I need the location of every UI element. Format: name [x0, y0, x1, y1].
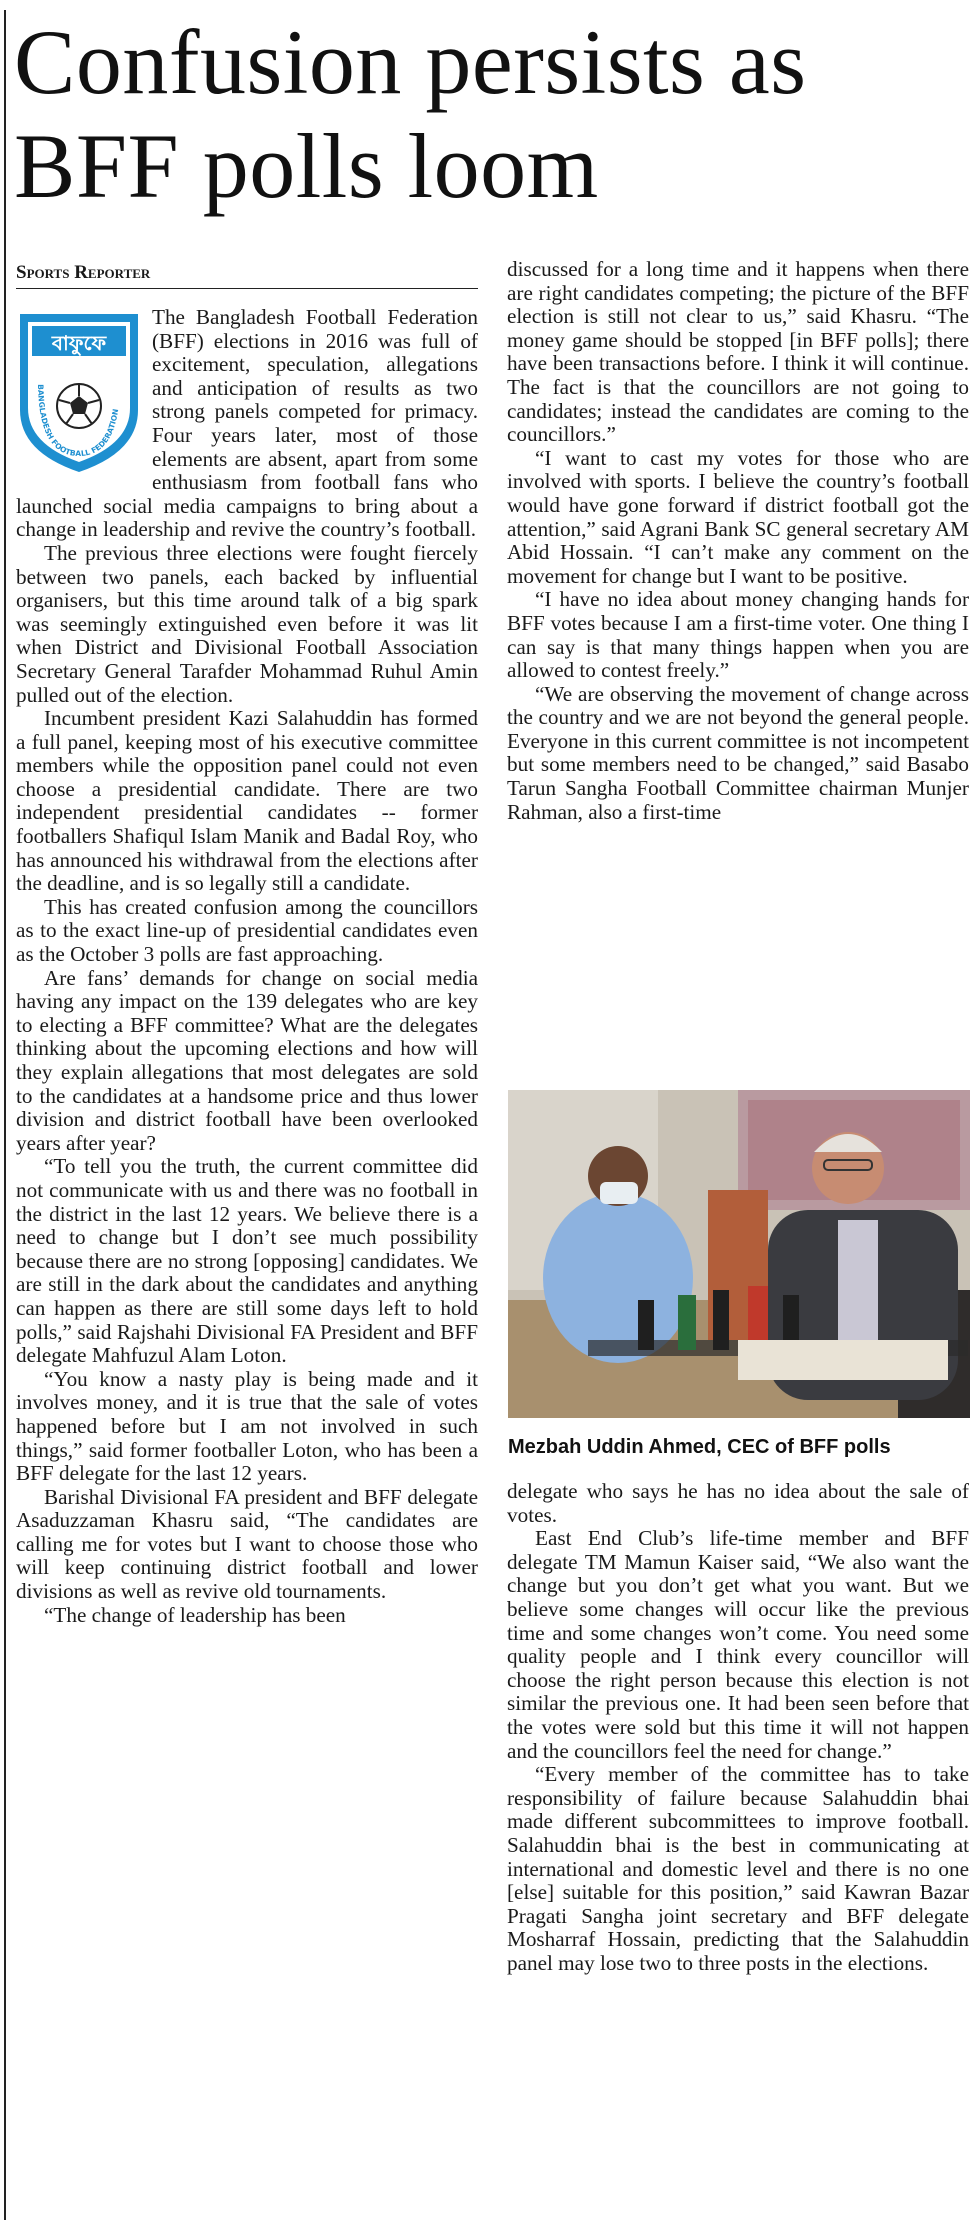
paragraph: Barishal Divisional FA president and BFF delegate Asaduzzaman Khasru said, “The candidates are calling me for votes but I want to choose those who will keep continuing district football and lower divisions as well as revive old tournaments.	[16, 1484, 478, 1604]
paragraph: “You know a nasty play is being made and it involves money, and it is true that the sale of votes happened before but I am not involved in such things,” said former footballer Loton, who has been a BFF delegate for the last 12 years.	[16, 1366, 478, 1486]
press-conference-photo	[508, 1090, 970, 1418]
paragraph: “I have no idea about money changing hands for BFF votes because I am a first-time voter. One thing I can say is that many things happen when you are allowed to contest freely.”	[507, 587, 969, 683]
paragraph: Incumbent president Kazi Salahuddin has formed a full panel, keeping most of his executive committee members while the opposition panel could not even choose a presidential candidate. There are two independent presidential candidates -- former footballers Shafiqul Islam Manik and Badal Roy, who has announced his withdrawal from the elections after the deadline, and is so legally still a candidate.	[16, 706, 478, 896]
article-column-1	[16, 306, 478, 2222]
logo-bengali-text: বাফুফে	[51, 331, 107, 355]
article-column-2-top	[507, 258, 969, 1064]
paragraph: East End Club’s life-time member and BFF delegate TM Mamun Kaiser said, “We also want the change but you don’t get what you want. But we believe some changes will occur like the previous time and some changes won’t come. You need some quality people and I think every councillor will choose the right person because this election is not similar the previous one. It had been seen before that the votes were sold but this time it will not happen and the councillors feel the need for change.”	[507, 1526, 969, 1763]
paragraph: “I want to cast my votes for those who are involved with sports. I believe the country’s football would have gone forward if district football got the attention,” said Agrani Bank SC general secretary AM Abid Hossain. “I can’t make any comment on the movement for change but I want to be positive.	[507, 445, 969, 588]
paragraph: This has created confusion among the councillors as to the exact line-up of presidential candidates even as the October 3 polls are fast approaching.	[16, 894, 478, 967]
headline: Confusion persists as BFF polls loom	[14, 11, 807, 217]
paragraph: delegate who says he has no idea about the sale of votes.	[507, 1480, 969, 1527]
logo-ring-text: BANGLADESH FOOTBALL FEDERATION	[35, 384, 121, 459]
paragraph: “The change of leadership has been	[44, 1602, 346, 1627]
paragraph: “We are observing the movement of change across the country and we are not beyond the general people. Everyone in this current committee is not incompetent but some members need to be changed,” said Basabo Tarun Sangha Football Committee chairman Munjer Rahman, also a first-time	[507, 681, 969, 824]
paragraph: “To tell you the truth, the current committee did not communicate with us and there was no football in the district in the last 12 years. We believe there is a need to change but I don’t see much possibility because there are no strong [opposing] candidates. We are still in the dark about the candidates and anything can happen as there are still some days left to hold polls,” said Rajshahi Divisional FA President and BFF delegate Mahfuzul Alam Loton.	[16, 1154, 478, 1368]
bff-logo	[16, 310, 142, 476]
paragraph: discussed for a long time and it happens when there are right candidates competing; the picture of the BFF election is still not clear to us,” said Khasru. “The money game should be stopped [in BFF polls]; there have been transactions before. I think it will continue. The fact is that the councillors are not going to candidates; instead the candidates are coming to the councillors.”	[507, 258, 969, 447]
article-column-2-bottom	[507, 1480, 969, 2222]
paragraph: “Every member of the committee has to take responsibility of failure because Salahuddin bhai made different subcommittees to improve football. Salahuddin bhai is the best in communicating at international and domestic level and there is no one [else] suitable for this position,” said Kawran Bazar Pragati Sangha joint secretary and BFF delegate Mosharraf Hossain, predicting that the Salahuddin panel may lose two to three posts in the elections.	[507, 1762, 969, 1975]
byline: Sports Reporter	[16, 262, 478, 289]
column-rule	[4, 10, 6, 2220]
paragraph: The Bangladesh Football Federation (BFF) elections in 2016 was full of excitement, speculation, allegations and anticipation of results as two strong panels competed for primacy. Four years later, most of those elements are absent, apart from some enthusiasm from football fans who launched social media campaigns to bring about a change in leadership and revive the country’s football.	[16, 306, 478, 542]
paragraph: Are fans’ demands for change on social media having any impact on the 139 delegates who are key to electing a BFF committee? What are the delegates thinking about the upcoming elections and how will they explain allegations that most delegates are sold to the candidates at a handsome price and thus lower division and district football have been overlooked years after year?	[16, 965, 478, 1155]
paragraph: The previous three elections were fought fiercely between two panels, each backed by influential organisers, but this time around talk of a big spark was seemingly extinguished even before it was lit when District and Divisional Football Association Secretary General Tarafder Mohammad Ruhul Amin pulled out of the election.	[16, 540, 478, 707]
photo-caption: Mezbah Uddin Ahmed, CEC of BFF polls	[508, 1436, 891, 1458]
